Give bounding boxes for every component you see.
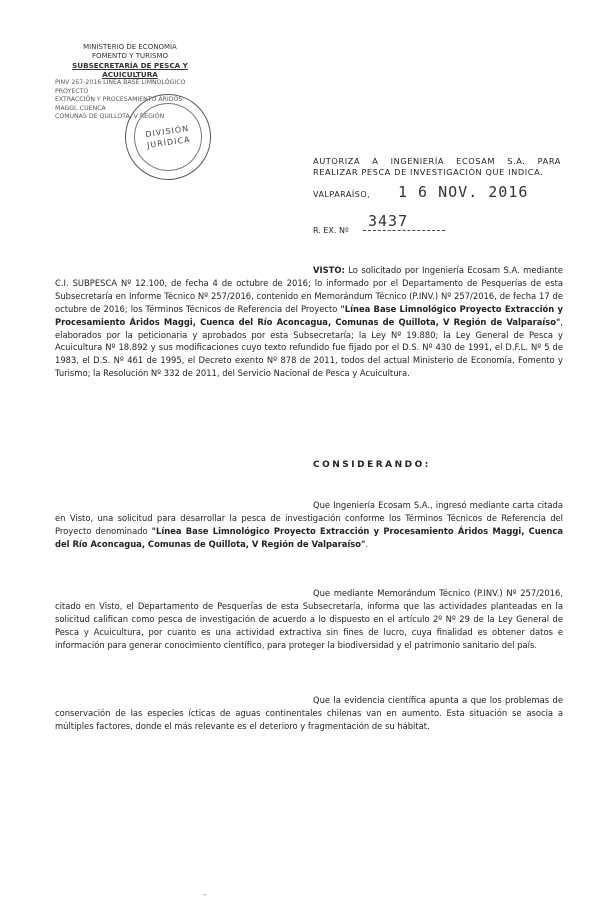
resolution-subject: AUTORIZA A INGENIERÍA ECOSAM S.A. PARA REALIZAR PESCA DE INVESTIGACIÓN QUE INDICA. — [313, 156, 561, 177]
resolution-number-underline — [363, 230, 445, 231]
file-reference-1: PINV 257-2016 LÍNEA BASE LIMNOLÓGICO PROYECTO — [55, 79, 186, 95]
c1-project-name: "Línea Base Limnológico Proyecto Extracción y Procesamiento Áridos Maggi, Cuenca del Río Aconcagua, Comunas de Quillota, V Región de Valparaíso" — [55, 525, 564, 549]
considerando-heading: CONSIDERANDO: — [313, 460, 431, 470]
visto-paragraph — [55, 264, 563, 380]
ministry-name: MINISTERIO DE ECONOMÍA — [83, 43, 177, 51]
considerando-3 — [55, 694, 563, 733]
c1-text-1: Que Ingeniería Ecosam S.A., ingresó mediante carta citada en Visto, una solicitud para desarrollar la pesca de investigación conforme los Términos Técnicos de Referencia del Proyecto denominado — [55, 500, 563, 536]
date-line — [313, 183, 529, 201]
c1-text-2: . — [365, 538, 369, 549]
c3-text: Que la evidencia científica apunta a que los problemas de conservación de las especies ícticas de aguas continentales chilenas van en aumento. Esta situación se asocia a múltiples factores, donde el más relevante es el deterioro y fragmentación de su hábitat. — [55, 695, 563, 731]
visto-label: VISTO: — [313, 265, 345, 275]
undersecretariat-name: SUBSECRETARÍA DE PESCA Y ACUICULTURA — [72, 61, 188, 79]
page-mark: - — [203, 890, 207, 900]
visto-project-name: "Línea Base Limnológico Proyecto Extracción y Procesamiento Áridos Maggi, Cuenca del Río Aconcagua, Comunas de Quillota, V Región de Valparaíso" — [55, 303, 563, 327]
considerando-2 — [55, 587, 563, 652]
resolution-number-label: R. EX. Nº — [313, 226, 349, 235]
visto-text-1: Lo solicitado por Ingeniería Ecosam S.A. mediante C.I. SUBPESCA Nº 12.100, de fecha 4 de octubre de 2016; lo informado por el Departamento de Pesquerías de esta Subsecretaría en Informe Técnico Nº 257/2016, contenido en Memorándum Técnico (P.INV.) Nº 257/2016, de fecha 17 de octubre de 2016; los Términos Técnicos de Referencia del Proyecto — [55, 265, 563, 314]
resolution-number-line — [313, 212, 409, 235]
file-reference-3: COMUNAS DE QUILLOTA, V REGIÓN — [55, 113, 165, 120]
file-reference-2: EXTRACCIÓN Y PROCESAMIENTO ÁRIDOS MAGGI, CUENCA — [55, 96, 183, 112]
considerando-1 — [55, 499, 563, 551]
stamp-line-2: JURÍDICA — [146, 134, 192, 150]
date-place: VALPARAÍSO, — [313, 190, 371, 199]
visto-text-2: , elaborados por la peticionaria y aprobados por esta Subsecretaría; la Ley Nº 19.880; la Ley General de Pesca y Acuicultura Nº 18.892 y sus modificaciones cuyo texto refundido fue fijado por el D.S. Nº 430 de 1991, el D.F.L. Nº 5 de 1983, el D.S. Nº 461 de 1995, el Decreto exento Nº 878 de 2011, todos del actual Ministerio de Economía, Fomento y Turismo; la Resolución Nº 332 de 2011, del Servicio Nacional de Pesca y Acuicultura. — [55, 316, 563, 379]
resolution-number: 3437 — [368, 212, 409, 230]
date-stamp: 1 6 NOV. 2016 — [398, 183, 529, 201]
ministry-subtitle: FOMENTO Y TURISMO — [91, 52, 169, 60]
c2-text: Que mediante Memorándum Técnico (P.INV.) Nº 257/2016, citado en Visto, el Departamento de Pesquerías de esta Subsecretaría, informa que las actividades planteadas en la solicitud califican como pesca de investigación de acuerdo a lo dispuesto en el artículo 2º Nº 29 de la Ley General de Pesca y Acuicultura, por cuanto es una actividad extractiva sin fines de lucro, cuya finalidad es obtener datos e información para generar conocimiento científico, para proteger la biodiversidad y el patrimonio sanitario del país. — [55, 588, 563, 650]
stamp-line-1: DIVISIÓN — [144, 124, 190, 140]
